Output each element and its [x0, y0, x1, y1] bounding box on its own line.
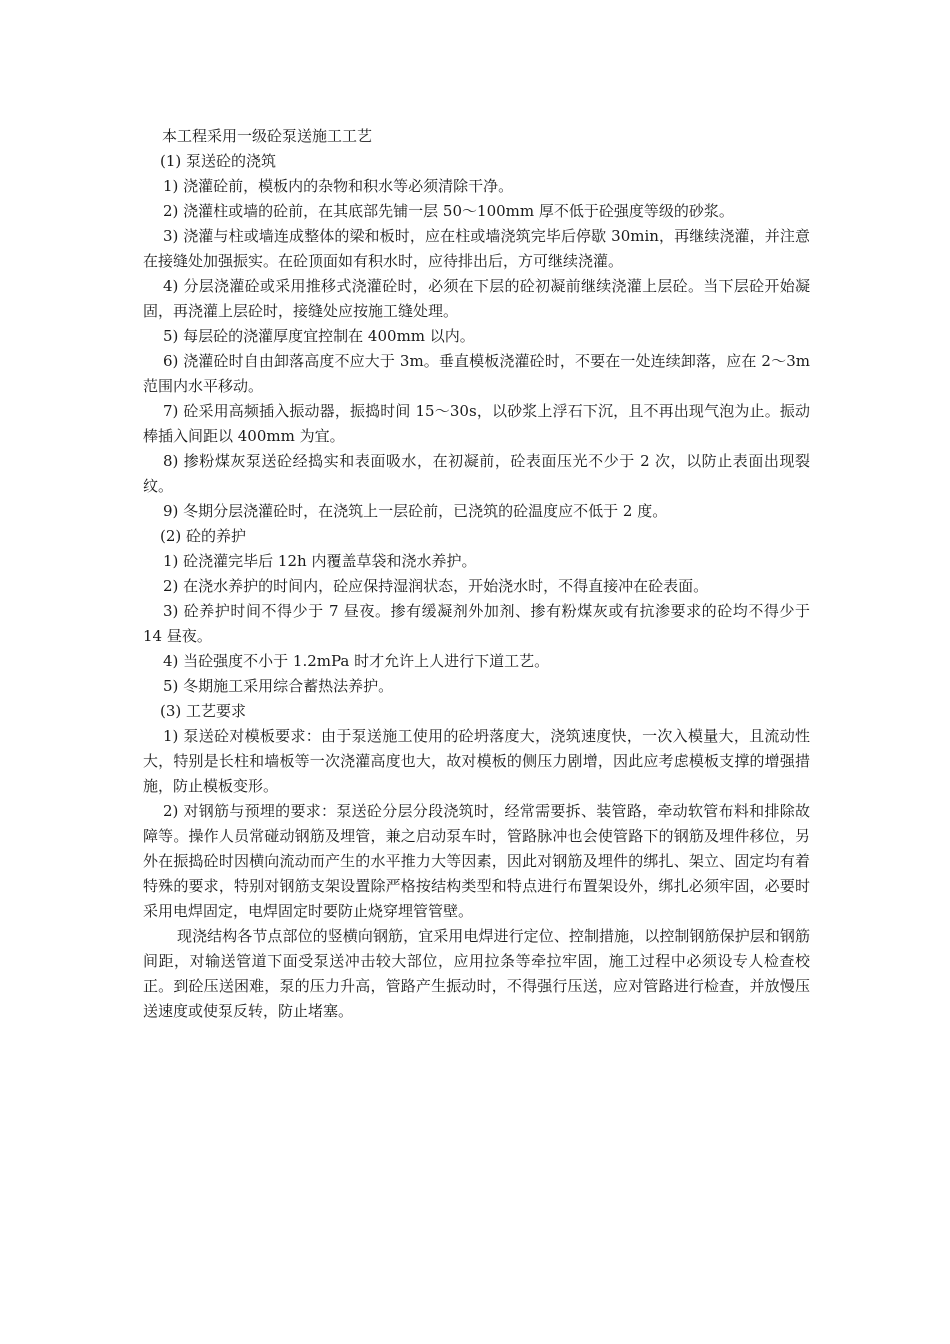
curing-item-5: 5) 冬期施工采用综合蓄热法养护。	[163, 677, 394, 695]
pouring-item-8: 8) 掺粉煤灰泵送砼经捣实和表面吸水，在初凝前，砼表面压光不少于 2 次，以防止表面出现裂纹。	[143, 452, 810, 495]
document-body	[143, 124, 810, 1024]
requirements-item-1: 1) 泵送砼对模板要求：由于泵送施工使用的砼坍落度大，浇筑速度快，一次入模量大，且流动性大，特别是长柱和墙板等一次浇灌高度也大，故对模板的侧压力剧增，因此应考虑模板支撑的增强措施，防止模板变形。	[143, 727, 810, 795]
pouring-item-2: 2) 浇灌柱或墙的砼前，在其底部先铺一层 50～100mm 厚不低于砼强度等级的砂浆。	[163, 202, 734, 220]
pouring-item-9: 9) 冬期分层浇灌砼时，在浇筑上一层砼前，已浇筑的砼温度应不低于 2 度。	[163, 502, 668, 520]
curing-item-3: 3) 砼养护时间不得少于 7 昼夜。掺有缓凝剂外加剂、掺有粉煤灰或有抗渗要求的砼均不得少于 14 昼夜。	[143, 602, 810, 645]
pouring-item-7: 7) 砼采用高频插入振动器，振捣时间 15～30s，以砂浆上浮石下沉，且不再出现气泡为止。振动棒插入间距以 400mm 为宜。	[143, 402, 810, 445]
pouring-item-6: 6) 浇灌砼时自由卸落高度不应大于 3m。垂直模板浇灌砼时，不要在一处连续卸落，应在 2～3m 范围内水平移动。	[143, 352, 810, 395]
intro-line: 本工程采用一级砼泵送施工工艺	[162, 127, 373, 145]
section-heading-requirements: (3) 工艺要求	[160, 702, 247, 720]
requirements-item-2: 2) 对钢筋与预埋的要求：泵送砼分层分段浇筑时，经常需要拆、装管路，牵动软管布料和排除故障等。操作人员常碰动钢筋及埋管，兼之启动泵车时，管路脉冲也会使管路下的钢筋及埋件移位，另外在振捣砼时因横向流动而产生的水平推力大等因素，因此对钢筋及埋件的绑扎、架立、固定均有着特殊的要求，特别对钢筋支架设置除严格按结构类型和特点进行布置架设外，绑扎必须牢固，必要时采用电焊固定，电焊固定时要防止烧穿埋管管壁。	[143, 802, 810, 920]
section-heading-curing: (2) 砼的养护	[160, 527, 247, 545]
curing-item-4: 4) 当砼强度不小于 1.2mPa 时才允许上人进行下道工艺。	[163, 652, 550, 670]
pouring-item-1: 1) 浇灌砼前，模板内的杂物和积水等必须清除干净。	[163, 177, 514, 195]
curing-item-2: 2) 在浇水养护的时间内，砼应保持湿润状态，开始浇水时，不得直接冲在砼表面。	[163, 577, 709, 595]
pouring-item-4: 4) 分层浇灌砼或采用推移式浇灌砼时，必须在下层的砼初凝前继续浇灌上层砼。当下层砼开始凝固，再浇灌上层砼时，接缝处应按施工缝处理。	[143, 277, 810, 320]
curing-item-1: 1) 砼浇灌完毕后 12h 内覆盖草袋和浇水养护。	[163, 552, 477, 570]
pouring-item-3: 3) 浇灌与柱或墙连成整体的梁和板时，应在柱或墙浇筑完毕后停歇 30min，再继续浇灌，并注意在接缝处加强振实。在砼顶面如有积水时，应待排出后，方可继续浇灌。	[143, 227, 810, 270]
closing-paragraph: 现浇结构各节点部位的竖横向钢筋，宜采用电焊进行定位、控制措施，以控制钢筋保护层和钢筋间距，对输送管道下面受泵送冲击较大部位，应用拉条等牵拉牢固，施工过程中必须设专人检查校正。到砼压送困难，泵的压力升高，管路产生振动时，不得强行压送，应对管路进行检查，并放慢压送速度或使泵反转，防止堵塞。	[143, 927, 810, 1020]
section-heading-pouring: (1) 泵送砼的浇筑	[160, 152, 277, 170]
pouring-item-5: 5) 每层砼的浇灌厚度宜控制在 400mm 以内。	[163, 327, 475, 345]
